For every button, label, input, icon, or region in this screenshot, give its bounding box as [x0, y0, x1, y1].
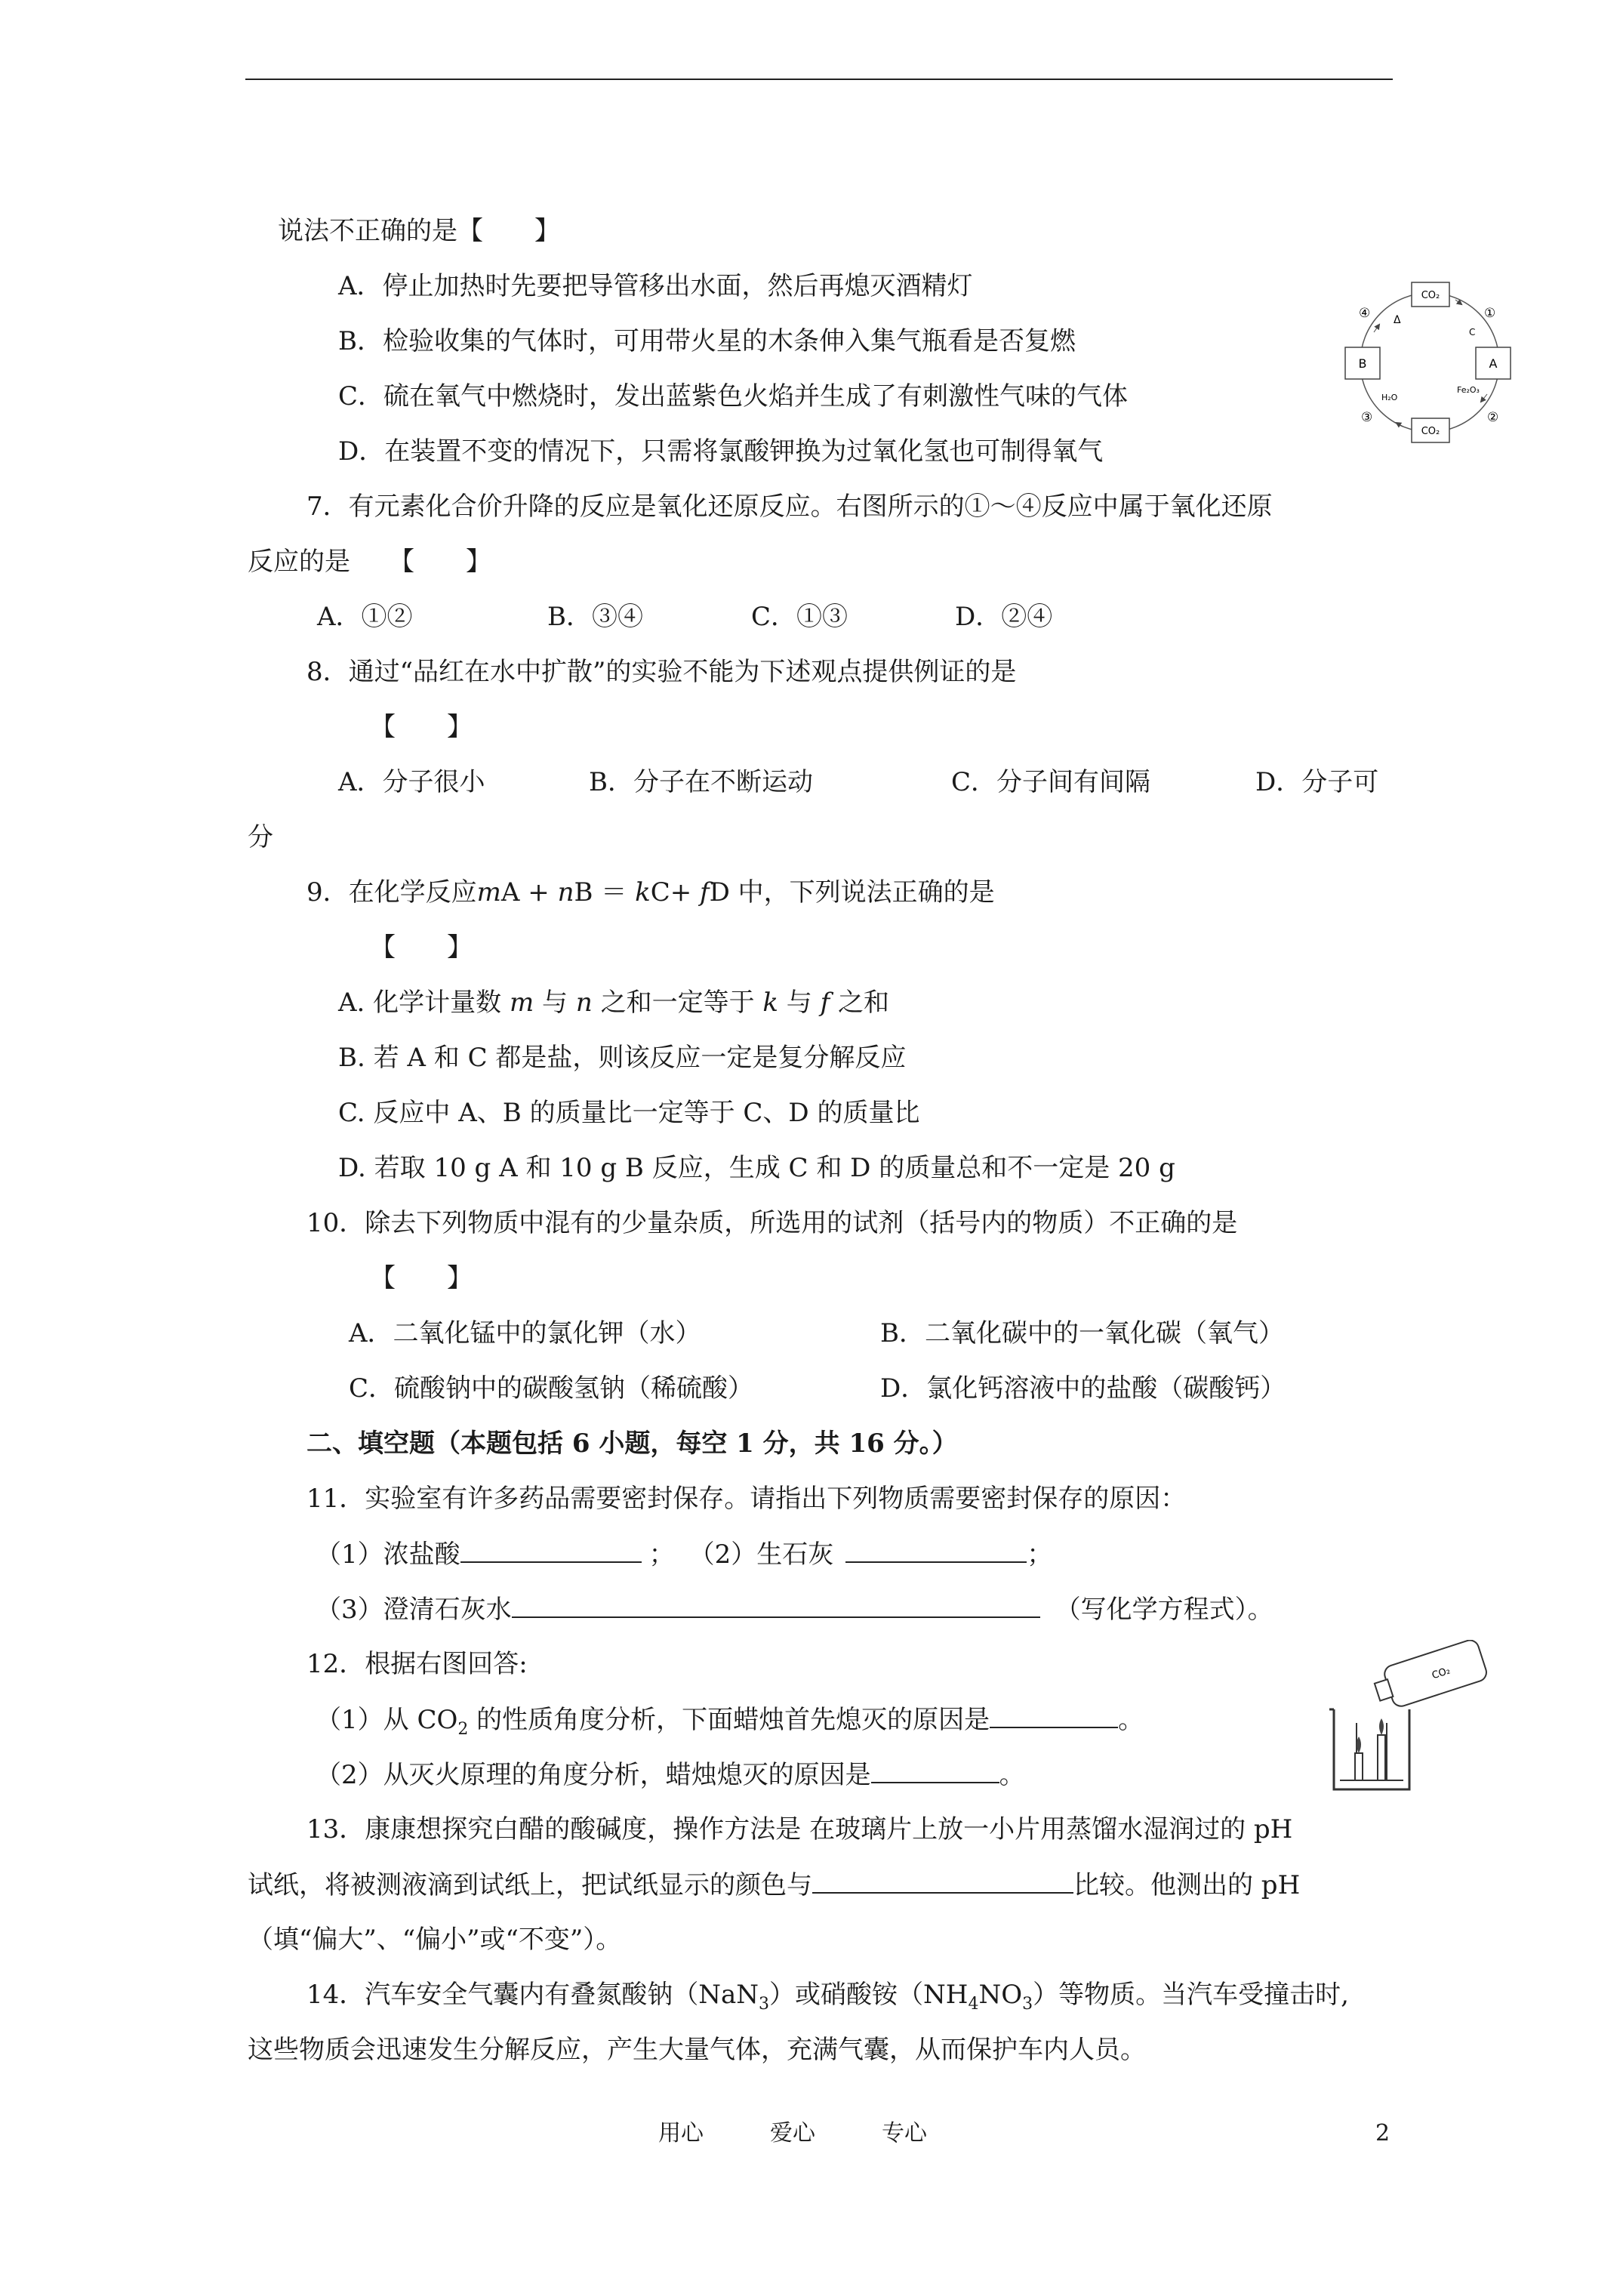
q13-line2-pre: 试纸，将被测液滴到试纸上，把试纸显示的颜色与	[248, 1870, 812, 1900]
q11-sep: ；	[648, 1539, 675, 1570]
q11-stem: 11．实验室有许多药品需要密封保存。请指出下列物质需要密封保存的原因：	[306, 1484, 1187, 1514]
q9-stem	[306, 877, 995, 908]
node-bottom-label: CO₂	[1421, 426, 1440, 437]
q11-part-3	[316, 1594, 1273, 1625]
candle-co2-apparatus	[1310, 1640, 1491, 1795]
q12-blank-2[interactable]	[871, 1759, 999, 1783]
q13-line2	[248, 1869, 1300, 1900]
q11-blank-1[interactable]	[460, 1539, 642, 1563]
q9-stem-prefix: 9．在化学反应	[306, 877, 477, 908]
q14-sub1: 3	[759, 1994, 770, 2014]
q10-option-c: C．硫酸钠中的碳酸氢钠（稀硫酸）	[349, 1373, 754, 1404]
q11-part3-label: （3）澄清石灰水	[316, 1595, 512, 1625]
q7-option-a: A．①②	[317, 602, 413, 632]
q13-blank[interactable]	[812, 1869, 1073, 1894]
node-top-label: CO₂	[1421, 290, 1440, 301]
q7-stem-line2: 反应的是 【 】	[248, 547, 491, 577]
q9-coef-n: n	[557, 877, 574, 908]
candle-upper	[1378, 1735, 1385, 1780]
page-number: 2	[1375, 2120, 1390, 2147]
reagent-2: Fe₂O₃	[1457, 385, 1480, 395]
q9-a-mid3: 与	[778, 988, 821, 1018]
q11-part2-label: （2）生石灰	[701, 1539, 834, 1570]
q8-option-c: C．分子间有间隔	[951, 767, 1151, 797]
reaction-cycle-diagram	[1336, 273, 1525, 451]
circled-1: ①	[1484, 306, 1496, 321]
q10-option-b: B．二氧化碳中的一氧化碳（氧气）	[880, 1318, 1284, 1348]
q9-option-a	[338, 988, 889, 1018]
q9-coef-m: m	[476, 877, 501, 908]
q9-stem-suffix: D 中，下列说法正确的是	[709, 877, 995, 908]
q14-sub3: 3	[1022, 1994, 1033, 2014]
q9-option-b: B. 若 A 和 C 都是盐，则该反应一定是复分解反应	[338, 1043, 907, 1073]
q12-p1-sub: 2	[457, 1719, 469, 1739]
co2-bottle-label: CO₂	[1431, 1665, 1452, 1682]
co2-bottle	[1371, 1640, 1489, 1712]
q14-l1-b: ）或硝酸铵（NH	[769, 1980, 969, 2010]
q9-sym-a: A +	[500, 877, 558, 908]
q9-a-pre: A. 化学计量数	[338, 988, 510, 1018]
q6-option-b: B．检验收集的气体时，可用带火星的木条伸入集气瓶看是否复燃	[338, 326, 1076, 356]
header-rule	[245, 79, 1393, 80]
q8-option-d: D．分子可	[1255, 767, 1379, 797]
q9-a-post: 之和	[830, 988, 890, 1018]
reagent-1: C	[1469, 327, 1476, 337]
q12-p2-text: （2）从灭火原理的角度分析，蜡烛熄灭的原因是	[316, 1760, 871, 1790]
q7-option-c: C．①③	[751, 602, 848, 632]
q6-stem: 说法不正确的是【 】	[278, 216, 560, 246]
q8-option-a: A．分子很小	[338, 767, 485, 797]
q6-option-d: D．在装置不变的情况下，只需将氯酸钾换为过氧化氢也可制得氧气	[338, 436, 1104, 467]
q8-option-b: B．分子在不断运动	[589, 767, 813, 797]
node-left-label: B	[1358, 356, 1367, 371]
q6-option-c: C．硫在氧气中燃烧时，发出蓝紫色火焰并生成了有刺激性气味的气体	[338, 381, 1129, 411]
q10-option-d: D．氯化钙溶液中的盐酸（碳酸钙）	[880, 1373, 1286, 1404]
q14-line1	[306, 1980, 1349, 2020]
q11-parts-1-2	[316, 1539, 1052, 1570]
q11-blank-3[interactable]	[512, 1594, 1040, 1618]
q12-part1	[316, 1704, 1144, 1745]
q9-a-k: k	[762, 988, 778, 1018]
q9-a-n: n	[575, 988, 593, 1018]
q12-blank-1[interactable]	[990, 1704, 1118, 1728]
q13-line3: （填“偏大”、“偏小”或“不变”）。	[248, 1925, 622, 1955]
q12-p1-pre: （1）从 CO	[316, 1705, 458, 1735]
q12-period-1: 。	[1118, 1705, 1144, 1735]
q13-line1: 13．康康想探究白醋的酸碱度，操作方法是 在玻璃片上放一小片用蒸馏水湿润过的 pH	[306, 1814, 1293, 1845]
section-2-heading: 二、填空题（本题包括 6 小题，每空 1 分，共 16 分。）	[306, 1428, 958, 1459]
q12-part2	[316, 1759, 1025, 1790]
q11-part1-label: （1）浓盐酸	[316, 1539, 460, 1570]
q10-option-a: A．二氧化锰中的氯化钾（水）	[349, 1318, 701, 1348]
q14-l1-c: NO	[978, 1980, 1023, 2010]
q6-option-a: A．停止加热时先要把导管移出水面，然后再熄灭酒精灯	[338, 271, 973, 301]
q9-a-mid1: 与	[534, 988, 576, 1018]
q14-sub2: 4	[968, 1994, 979, 2014]
q9-sym-b: B ＝	[574, 877, 636, 908]
q10-stem: 10．除去下列物质中混有的少量杂质，所选用的试剂（括号内的物质）不正确的是	[306, 1208, 1238, 1238]
footer-motto-3: 专心	[882, 2120, 927, 2147]
flame-upper-icon	[1379, 1718, 1384, 1735]
q11-blank-2[interactable]	[845, 1539, 1027, 1563]
q7-option-d: D．②④	[955, 602, 1053, 632]
q10-bracket: 【 】	[370, 1263, 473, 1293]
q9-coef-f: f	[700, 877, 710, 908]
q9-sym-c: C+	[650, 877, 700, 908]
candle-lower	[1355, 1753, 1363, 1780]
q9-option-c: C. 反应中 A、B 的质量比一定等于 C、D 的质量比	[338, 1098, 920, 1128]
reagent-3: H₂O	[1381, 393, 1398, 402]
q9-option-d: D. 若取 10 g A 和 10 g B 反应，生成 C 和 D 的质量总和不一定是 20 g	[338, 1153, 1175, 1183]
q7-stem-line1: 7．有元素化合价升降的反应是氧化还原反应。右图所示的①～④反应中属于氧化还原	[306, 492, 1273, 522]
circled-2: ②	[1487, 410, 1499, 425]
q9-bracket: 【 】	[370, 932, 473, 963]
q9-a-m: m	[509, 988, 534, 1018]
beaker	[1334, 1709, 1409, 1789]
q12-period-2: 。	[999, 1760, 1025, 1790]
q12-p1-post: 的性质角度分析，下面蜡烛首先熄灭的原因是	[468, 1705, 990, 1735]
footer-motto-2: 爱心	[770, 2120, 815, 2147]
q12-stem: 12．根据右图回答:	[306, 1649, 528, 1679]
circled-4: ④	[1359, 306, 1371, 321]
q14-line2: 这些物质会迅速发生分解反应，产生大量气体，充满气囊，从而保护车内人员。	[248, 2035, 1146, 2065]
footer-motto-1: 用心	[658, 2120, 704, 2147]
q13-line2-post: 比较。他测出的 pH	[1073, 1870, 1301, 1900]
node-right-label: A	[1489, 356, 1498, 371]
q7-option-b: B．③④	[547, 602, 643, 632]
q8-option-d-cont: 分	[248, 822, 273, 852]
reagent-4: Δ	[1394, 314, 1401, 326]
q14-l1-a: 14．汽车安全气囊内有叠氮酸钠（NaN	[306, 1980, 759, 2010]
q14-l1-d: ）等物质。当汽车受撞击时,	[1033, 1980, 1349, 2010]
q11-part3-note: （写化学方程式）。	[1055, 1595, 1273, 1625]
q9-coef-k: k	[635, 877, 651, 908]
q8-stem: 8．通过“品红在水中扩散”的实验不能为下述观点提供例证的是	[306, 657, 1017, 687]
q8-bracket: 【 】	[370, 712, 473, 742]
q9-a-f: f	[820, 988, 830, 1018]
q9-a-mid2: 之和一定等于	[592, 988, 763, 1018]
circled-3: ③	[1361, 410, 1373, 425]
q11-end: ；	[1027, 1539, 1053, 1570]
